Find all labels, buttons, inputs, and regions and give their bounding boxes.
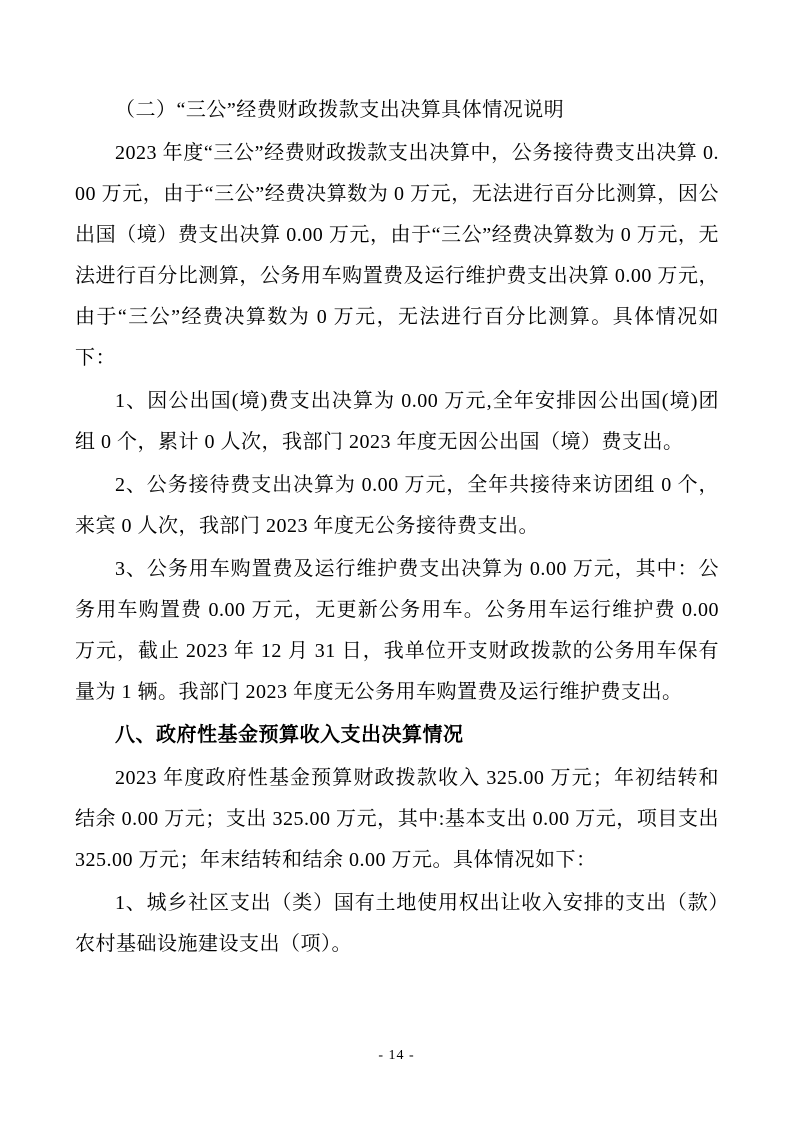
paragraph-government-fund-overview: 2023 年度政府性基金预算财政拨款收入 325.00 万元；年初结转和结余 0.00 万元；支出 325.00 万元，其中:基本支出 0.00 万元，项目支出 325.00 万元；年末结转和结余 0.00 万元。具体情况如下： xyxy=(75,767,719,871)
document-content xyxy=(75,90,719,965)
page-number: - 14 - xyxy=(378,1048,415,1063)
paragraph-item-official-reception: 2、公务接待费支出决算为 0.00 万元，全年共接待来访团组 0 个，来宾 0 人次，我部门 2023 年度无公务接待费支出。 xyxy=(75,474,719,537)
paragraph-item-overseas-travel: 1、因公出国(境)费支出决算为 0.00 万元,全年安排因公出国(境)团组 0 个，累计 0 人次，我部门 2023 年度无因公出国（境）费支出。 xyxy=(75,390,719,453)
paragraph-item-official-vehicles: 3、公务用车购置费及运行维护费支出决算为 0.00 万元，其中：公务用车购置费 0.00 万元，无更新公务用车。公务用车运行维护费 0.00 万元，截止 2023 年 12 月 31 日，我单位开支财政拨款的公务用车保有量为 1 辆。我部门 2023 年度无公务用车购置费及运行维护费支出。 xyxy=(75,558,719,703)
paragraph-fund-item-urban-rural-community: 1、城乡社区支出（类）国有土地使用权出让收入安排的支出（款）农村基础设施建设支出（项）。 xyxy=(75,892,719,955)
paragraph-three-public-overview: 2023 年度“三公”经费财政拨款支出决算中，公务接待费支出决算 0.00 万元，由于“三公”经费决算数为 0 万元，无法进行百分比测算，因公出国（境）费支出决算 0.00 万元，由于“三公”经费决算数为 0 万元，无法进行百分比测算，公务用车购置费及运行维护费支出决算 0.00 万元，由于“三公”经费决算数为 0 万元，无法进行百分比测算。具体情况如下： xyxy=(75,142,719,369)
section-heading-three-public-funds: （二）“三公”经费财政拨款支出决算具体情况说明 xyxy=(115,99,565,121)
section-heading-government-fund-budget: 八、政府性基金预算收入支出决算情况 xyxy=(115,724,464,746)
